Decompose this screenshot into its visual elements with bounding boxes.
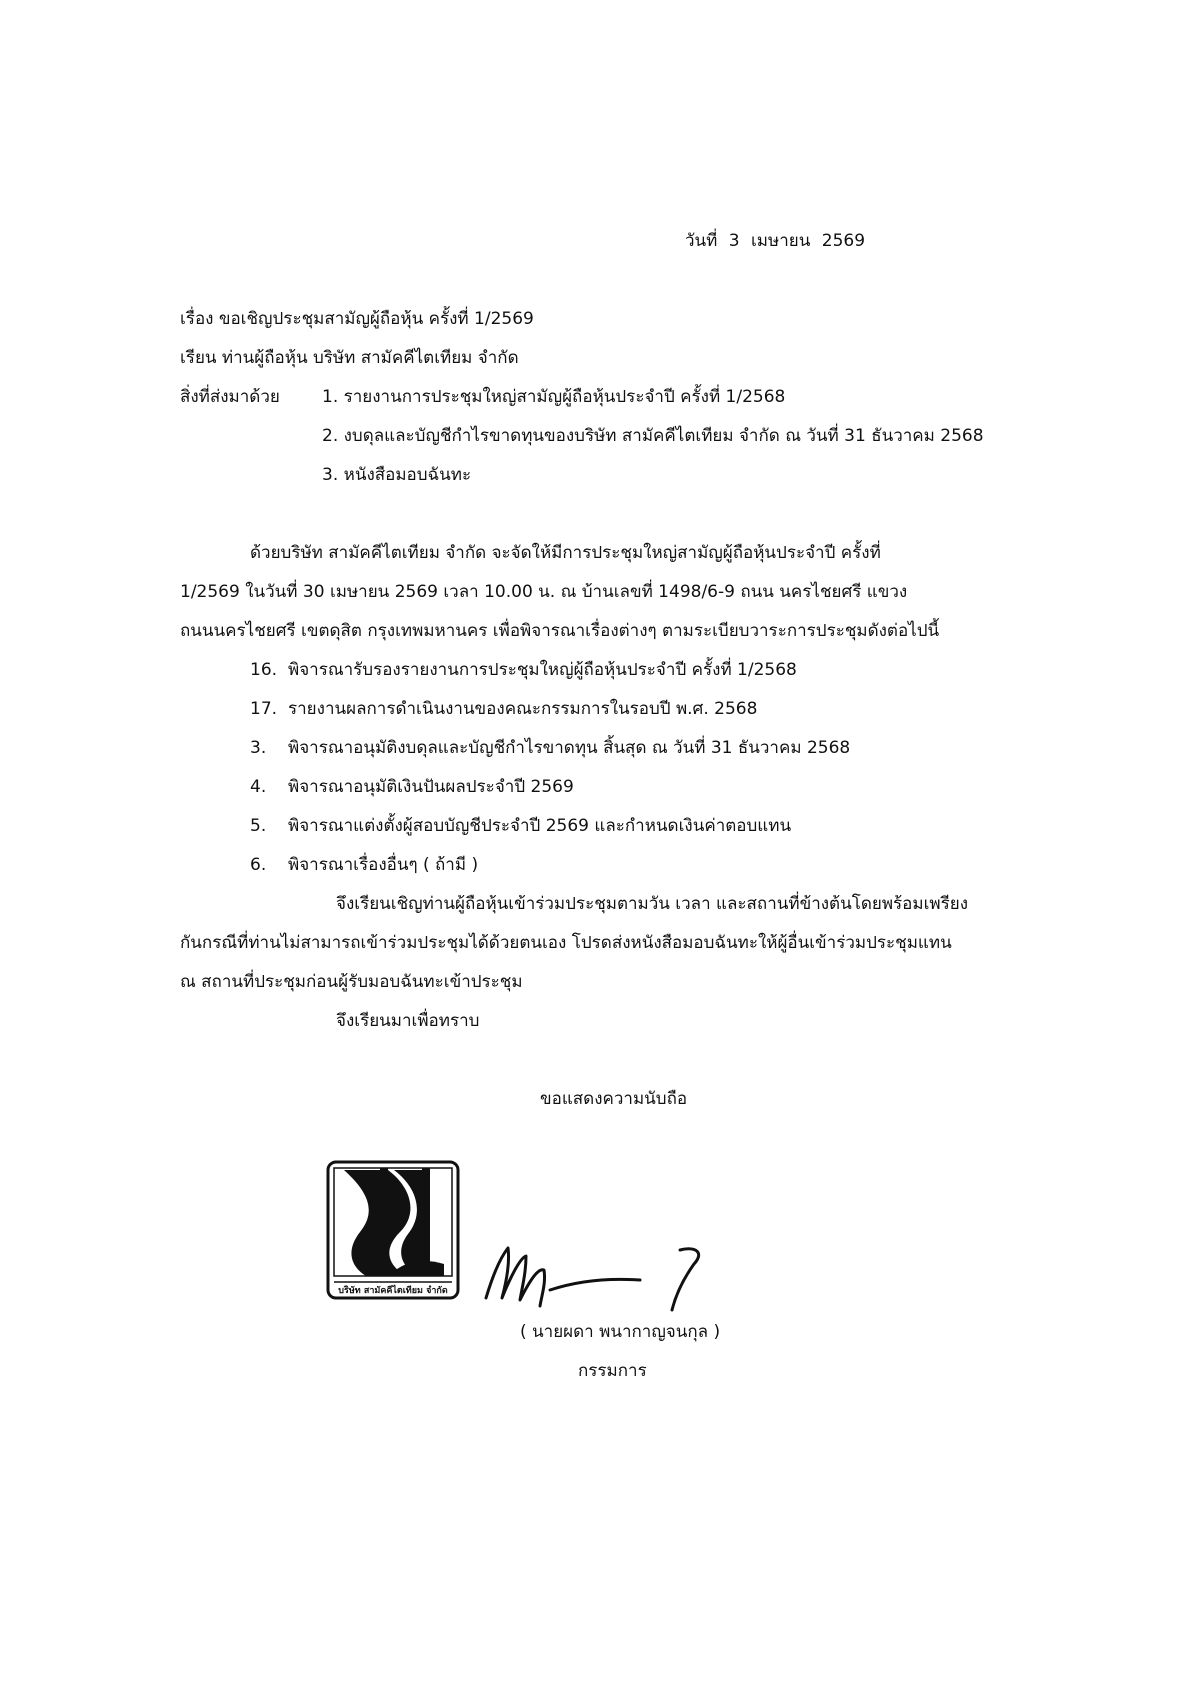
notification-line: จึงเรียนมาเพื่อทราบ xyxy=(336,1011,480,1031)
closing-salutation: ขอแสดงความนับถือ xyxy=(540,1089,688,1109)
agenda-number: 5. xyxy=(250,816,267,836)
signer-title: กรรมการ xyxy=(578,1361,647,1381)
letter-subject: เรื่อง ขอเชิญประชุมสามัญผู้ถือหุ้น ครั้งที่ 1/2569 xyxy=(180,309,534,329)
body-paragraph-line: 1/2569 ในวันที่ 30 เมษายน 2569 เวลา 10.00 น. ณ บ้านเลขที่ 1498/6-9 ถนน นครไชยศรี แขวง xyxy=(180,582,908,602)
body-paragraph-line: ถนนนครไชยศรี เขตดุสิต กรุงเทพมหานคร เพื่อพิจารณาเรื่องต่างๆ ตามระเบียบวาระการประชุมดังต่อไปนี้ xyxy=(180,621,940,641)
agenda-number: 3. xyxy=(250,738,267,758)
agenda-number: 4. xyxy=(250,777,267,797)
enclosure-item: 2. งบดุลและบัญชีกำไรขาดทุนของบริษัท สามัคคีไตเทียม จำกัด ณ วันที่ 31 ธันวาคม 2568 xyxy=(322,426,984,446)
handwritten-signature xyxy=(480,1228,740,1318)
agenda-item xyxy=(250,854,478,876)
agenda-number: 17. xyxy=(250,699,278,719)
company-logo xyxy=(326,1160,460,1300)
enclosure-item: 1. รายงานการประชุมใหญ่สามัญผู้ถือหุ้นประจำปี ครั้งที่ 1/2568 xyxy=(322,387,786,407)
agenda-item xyxy=(250,659,797,681)
letter-date: วันที่ 3 เมษายน 2569 xyxy=(685,231,866,251)
letter-recipient: เรียน ท่านผู้ถือหุ้น บริษัท สามัคคีไตเทียม จำกัด xyxy=(180,348,519,368)
agenda-item xyxy=(250,815,791,837)
enclosure-label: สิ่งที่ส่งมาด้วย xyxy=(180,387,280,407)
agenda-number: 6. xyxy=(250,855,267,875)
invitation-paragraph-line: กันกรณีที่ท่านไม่สามารถเข้าร่วมประชุมได้ด้วยตนเอง โปรดส่งหนังสือมอบฉันทะให้ผู้อื่นเข้าร่วมประชุมแทน xyxy=(180,933,952,953)
agenda-text: รายงานผลการดำเนินงานของคณะกรรมการในรอบปี พ.ศ. 2568 xyxy=(288,699,758,719)
signer-name: ( นายผดา พนากาญจนกุล ) xyxy=(520,1322,721,1342)
invitation-paragraph-line: จึงเรียนเชิญท่านผู้ถือหุ้นเข้าร่วมประชุมตามวัน เวลา และสถานที่ข้างต้นโดยพร้อมเพรียง xyxy=(336,894,968,914)
invitation-paragraph-line: ณ สถานที่ประชุมก่อนผู้รับมอบฉันทะเข้าประชุม xyxy=(180,972,523,992)
agenda-item xyxy=(250,698,757,720)
agenda-item xyxy=(250,737,850,759)
agenda-text: พิจารณาเรื่องอื่นๆ ( ถ้ามี ) xyxy=(288,855,479,875)
agenda-text: พิจารณาอนุมัติเงินปันผลประจำปี 2569 xyxy=(288,777,574,797)
agenda-text: พิจารณาอนุมัติงบดุลและบัญชีกำไรขาดทุน สิ้นสุด ณ วันที่ 31 ธันวาคม 2568 xyxy=(288,738,851,758)
agenda-item xyxy=(250,776,574,798)
body-paragraph-line: ด้วยบริษัท สามัคคีไตเทียม จำกัด จะจัดให้มีการประชุมใหญ่สามัญผู้ถือหุ้นประจำปี ครั้งที่ xyxy=(250,543,881,563)
agenda-number: 16. xyxy=(250,660,278,680)
enclosure-item: 3. หนังสือมอบฉันทะ xyxy=(322,465,472,485)
agenda-text: พิจารณาแต่งตั้งผู้สอบบัญชีประจำปี 2569 และกำหนดเงินค่าตอบแทน xyxy=(288,816,792,836)
agenda-text: พิจารณารับรองรายงานการประชุมใหญ่ผู้ถือหุ้นประจำปี ครั้งที่ 1/2568 xyxy=(288,660,797,680)
logo-caption: บริษัท สามัคคีไตเทียม จำกัด xyxy=(338,1286,448,1296)
